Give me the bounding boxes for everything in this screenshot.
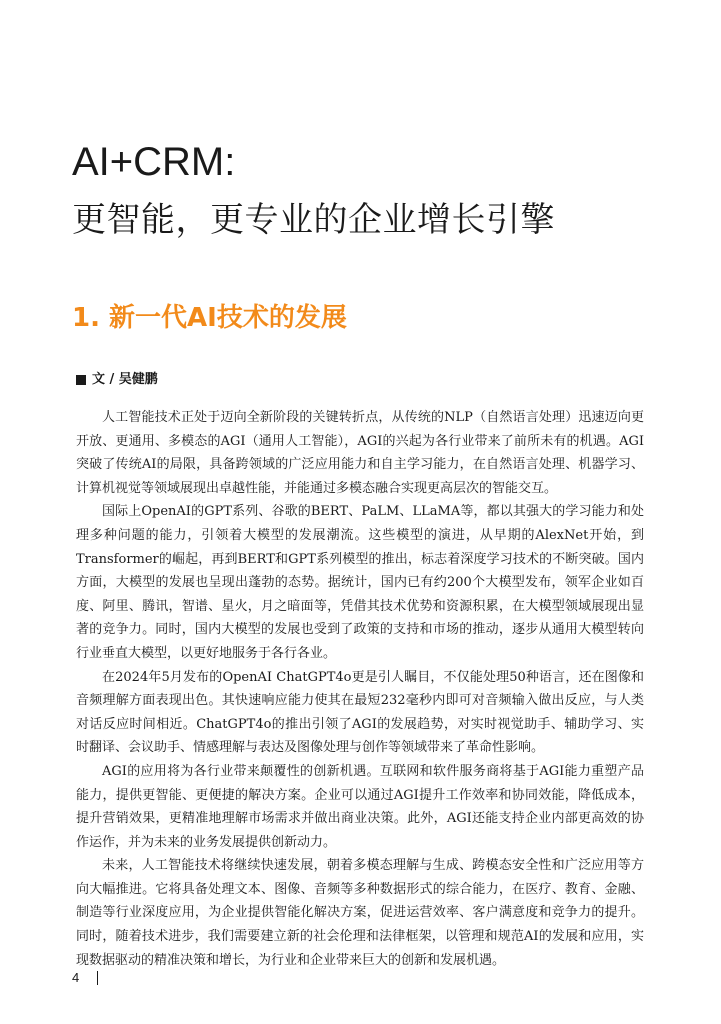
divider <box>97 971 98 985</box>
article-body <box>76 406 644 972</box>
paragraph: 人工智能技术正处于迈向全新阶段的关键转折点，从传统的NLP（自然语言处理）迅速迈向更开放、更通用、多模态的AGI（通用人工智能），AGI的兴起为各行业带来了前所未有的机遇。AGI突破了传统AI的局限，具备跨领域的广泛应用能力和自主学习能力，在自然语言处理、机器学习、计算机视觉等领域展现出卓越性能，并能通过多模态融合实现更高层次的智能交互。 <box>76 410 644 496</box>
paragraph: 国际上OpenAI的GPT系列、谷歌的BERT、PaLM、LLaMA等，都以其强大的学习能力和处理多种问题的能力，引领着大模型的发展潮流。这些模型的演进，从早期的AlexNet开始，到Transformer的崛起，再到BERT和GPT系列模型的推出，标志着深度学习技术的不断突破。国内方面，大模型的发展也呈现出蓬勃的态势。据统计，国内已有约200个大模型发布，领军企业如百度、阿里、腾讯，智谱、星火，月之暗面等，凭借其技术优势和资源积累，在大模型领域展现出显著的竞争力。同时，国内大模型的发展也受到了政策的支持和市场的推动，逐步从通用大模型转向行业垂直大模型，以更好地服务于各行各业。 <box>76 504 644 661</box>
title-line-2: 更智能，更专业的企业增长引擎 <box>72 200 555 240</box>
author-name: 文 / 吴健鹏 <box>92 372 158 387</box>
section-heading: 1. 新一代AI技术的发展 <box>72 303 347 333</box>
paragraph: 在2024年5月发布的OpenAI ChatGPT4o更是引人瞩目，不仅能处理50种语言，还在图像和音频理解方面表现出色。其快速响应能力使其在最短232毫秒内即可对音频输入做出反应，与人类对话反应时间相近。ChatGPT4o的推出引领了AGI的发展趋势，对实时视觉助手、辅助学习、实时翻译、会议助手、情感理解与表达及图像处理与创作等领域带来了革命性影响。 <box>76 669 644 756</box>
paragraph: 未来，人工智能技术将继续快速发展，朝着多模态理解与生成、跨模态安全性和广泛应用等方向大幅推进。它将具备处理文本、图像、音频等多种数据形式的综合能力，在医疗、教育、金融、制造等行业深度应用，为企业提供智能化解决方案，促进运营效率、客户满意度和竞争力的提升。同时，随着技术进步，我们需要建立新的社会伦理和法律框架，以管理和规范AI的发展和应用，实现数据驱动的精准决策和增长，为行业和企业带来巨大的创新和发展机遇。 <box>76 858 644 968</box>
page-number: 4 <box>72 970 80 985</box>
paragraph: AGI的应用将为各行业带来颠覆性的创新机遇。互联网和软件服务商将基于AGI能力重塑产品能力，提供更智能、更便捷的解决方案。企业可以通过AGI提升工作效率和协同效能，降低成本，提升营销效果，更精准地理解市场需求并做出商业决策。此外，AGI还能支持企业内部更高效的协作运作，并为未来的业务发展提供创新动力。 <box>76 763 644 850</box>
square-bullet-icon <box>76 375 86 385</box>
title-line-1: AI+CRM: <box>72 140 236 184</box>
page-footer <box>72 968 98 988</box>
author-byline <box>76 370 158 390</box>
